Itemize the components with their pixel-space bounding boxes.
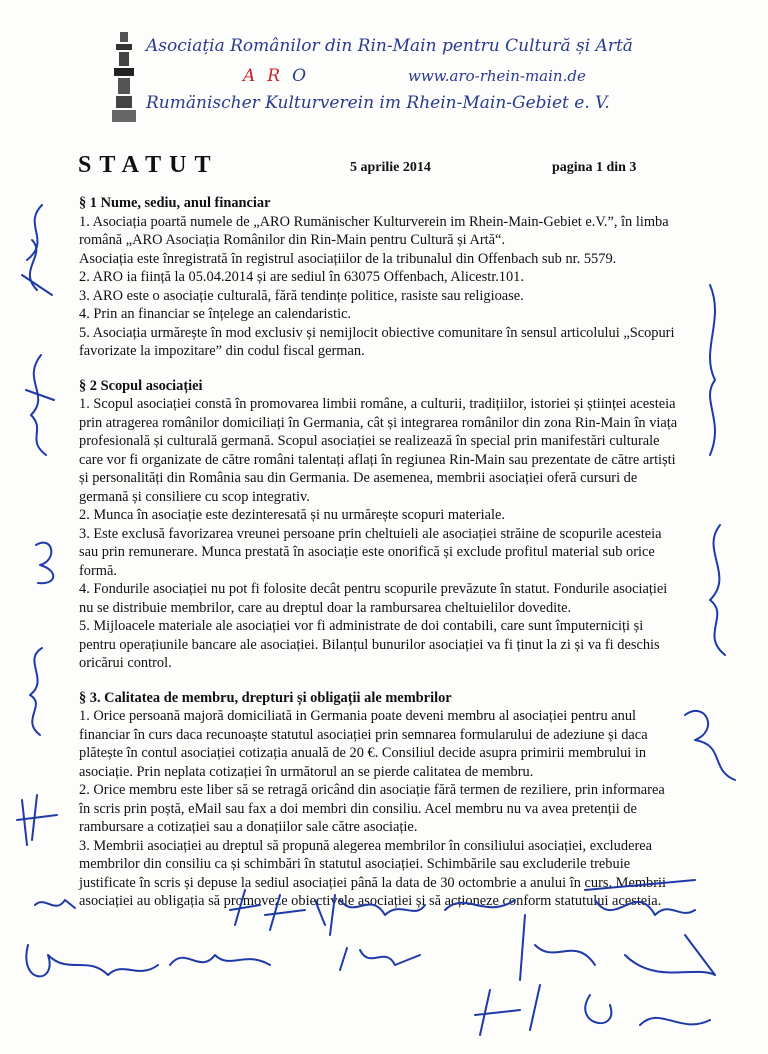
signature [28, 535, 68, 590]
header-org-name-de: Rumänischer Kulturverein im Rhein-Main-Gebiet e. V. [146, 93, 610, 113]
signature [12, 200, 62, 310]
paragraph: 3. Membrii asociației au dreptul să propună alegerea membrilor în consiliului asociației, excluderea membrilor din consiliu ca și schimbări în statutul asociației. Schimbările sau excluderile trebuie justificate în scris și depuse la sediul asociației până la data de 30 octombrie a anului în curs. Membrii asociației au obligația să promoveze obiectivele asociației și să acționeze conform statutului acesteia. [79, 837, 667, 909]
page-number: pagina 1 din 3 [552, 160, 637, 175]
aro-letter-a: A [243, 66, 268, 86]
paragraph: 2. ARO ia ființă la 05.04.2014 și are sediul în 63075 Offenbach, Alicestr.101. [79, 269, 524, 285]
aro-letter-o: O [292, 66, 319, 86]
signature [16, 350, 61, 460]
document-body [79, 194, 679, 927]
signature [165, 940, 275, 980]
paragraph: 2. Munca în asociație este dezinteresată și nu urmărește scopuri materiale. [79, 507, 505, 523]
aro-letter-r: R [267, 66, 293, 86]
header-org-name-ro: Asociația Românilor din Rin-Main pentru Cultură și Artă [146, 36, 633, 56]
signature [18, 925, 168, 1005]
paragraph: 2. Orice membru este liber să se retragă oricând din asociație fără termen de reziliere, prin informarea în scris prin poștă, eMail sau fax a doi membri din consiliu. Acel membru nu va avea pretenții de rambursare a cotizației sau a donațiilor sale către asociație. [79, 782, 665, 835]
paragraph: 1. Scopul asociației constă în promovarea limbii române, a culturii, tradițiilor, istoriei și științei acesteia prin atragerea românilor domiciliați în Germania, cât și integrarea românilor din zona Rin-Main în viața profesională și culturală germană. Scopul asociației se realizează în special prin manifestări culturale care vor fi organizate de către români talentați aflați în regiunea Rin-Main sau prezentate de către artiști și personalități din România sau din Germania. De asemenea, membrii asociației oferă cursuri de germană și consiliere cu scop integrativ. [79, 396, 678, 505]
paragraph: 5. Mijloacele materiale ale asociației vor fi administrate de doi contabili, care sunt împuterniciți și pentru operațiunile bancare ale asociației. Bilanțul bunurilor asociației va fi ținut la zi și va fi deschis oricărui control. [79, 618, 660, 671]
signature [225, 885, 335, 935]
paragraph: 1. Asociația poartă numele de „ARO Rumänischer Kulturverein im Rhein-Main-Gebiet e.V.”, în limba română „ARO Asociația Românilor din Rin-Main pentru Cultură și Artă“. [79, 213, 669, 248]
section-2 [79, 377, 679, 673]
org-logo [110, 30, 138, 125]
paragraph: Asociația este înregistrată în registrul asociațiilor de la tribunalul din Offenbach sub nr. 5579. [79, 250, 617, 267]
section-1 [79, 194, 679, 361]
signature [335, 940, 425, 980]
paragraph: 4. Prin an financiar se înțelege an calendaristic. [79, 306, 352, 322]
signature [30, 890, 80, 920]
signature [470, 975, 720, 1045]
paragraph: 5. Asociația urmărește în mod exclusiv și nemijlocit obiective comunitare în sensul articolului „Scopuri favorizate la impozitare” din codul fiscal german. [79, 324, 675, 359]
section-heading: § 2 Scopul asociației [79, 377, 203, 394]
signature [680, 520, 750, 660]
signature [680, 280, 740, 460]
section-heading: § 3. Calitatea de membru, drepturi și obligații ale membrilor [79, 689, 452, 706]
signature [675, 700, 750, 790]
signature [12, 790, 62, 855]
document-title: STATUT [78, 152, 219, 178]
header-website: www.aro-rhein-main.de [408, 67, 586, 85]
paragraph: 1. Orice persoană majoră domiciliată in Germania poate deveni membru al asociației pentru anul financiar în curs daca recunoaște statutul asociației prin semnarea formularului de adeziune și daca plătește în contul asociației cotizația anuală de 20 €. Consiliul decide asupra primirii membrului in asociație. Prin neplata cotizației în următorul an se pierde calitatea de membru. [79, 708, 648, 780]
signature [12, 640, 57, 740]
paragraph: 3. ARO este o asociație culturală, fără tendințe politice, rasiste sau religioase. [79, 287, 524, 304]
section-heading: § 1 Nume, sediu, anul financiar [79, 195, 271, 211]
document-date: 5 aprilie 2014 [350, 160, 431, 175]
paragraph: 4. Fondurile asociației nu pot fi folosite decât pentru scopurile prevăzute în statut. Fondurile asociației nu se distribuie membrilor, care au dreptul doar la rambursarea cheltuielilor dovedite. [79, 581, 668, 616]
header-aro-acronym [243, 66, 318, 86]
paragraph: 3. Este exclusă favorizarea vreunei persoane prin cheltuieli ale asociației străine de scopurile acesteia sau prin remunerare. Munca prestată în asociație este onorifică și exclude profitul material sub orice formă. [79, 525, 662, 579]
signature [325, 880, 525, 940]
